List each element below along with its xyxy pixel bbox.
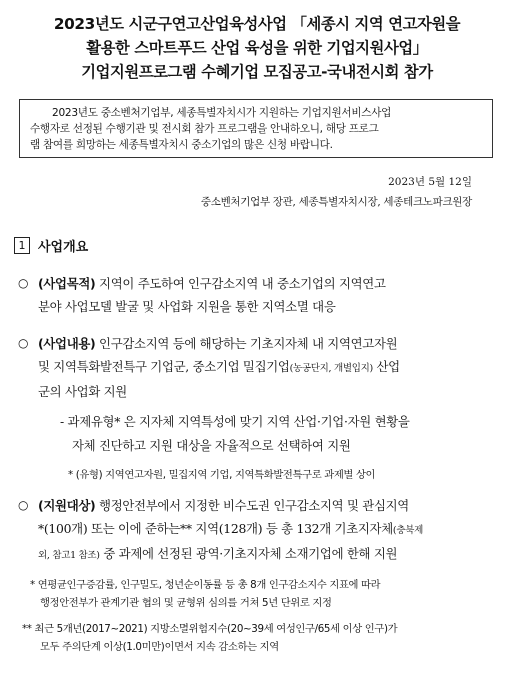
item-text: 인구감소지역 등에 해당하는 기초지자체 내 지역연고자원 bbox=[95, 336, 398, 351]
note-project-type: * (유형) 지역연고자원, 밀집지역 기업, 지역특화발전특구로 과제별 상이 bbox=[68, 469, 376, 481]
list-item-target bbox=[18, 494, 498, 567]
item-text: 및 지역특화발전특구 기업군, 중소기업 밀집기업 bbox=[38, 359, 290, 374]
title-line-1: 2023년도 시군구연고산업육성사업 「세종시 지역 연고자원을 bbox=[53, 15, 461, 33]
sub-item-project-type bbox=[60, 410, 500, 458]
item-small-text: (농공단지, 개별입지) bbox=[289, 363, 373, 374]
item-text: 분야 사업모델 발굴 및 사업화 지원을 통한 지역소멸 대응 bbox=[38, 299, 336, 314]
intro-line-1: 2023년도 중소벤처기업부, 세종특별자치시가 지원하는 기업지원서비스사업 bbox=[52, 107, 392, 119]
item-text: 지역이 주도하여 인구감소지역 내 중소기업의 지역연고 bbox=[95, 276, 386, 291]
bullet-circle-icon: ○ bbox=[18, 336, 29, 350]
item-text: 행정안전부에서 지정한 비수도권 인구감소지역 및 관심지역 bbox=[95, 498, 409, 513]
announcement-title bbox=[8, 12, 506, 84]
footnote-2 bbox=[22, 620, 397, 656]
title-line-3: 기업지원프로그램 수혜기업 모집공고-국내전시회 참가 bbox=[81, 63, 433, 81]
item-text: 군의 사업화 지원 bbox=[38, 384, 127, 399]
footnote-1 bbox=[30, 576, 380, 612]
bullet-circle-icon: ○ bbox=[18, 276, 29, 290]
item-keyword: (사업내용) bbox=[38, 336, 96, 351]
intro-line-2: 수행자로 선정된 수행기관 및 전시회 참가 프로그램을 안내하오니, 해당 프로그 bbox=[30, 123, 379, 135]
announcement-signer: 중소벤처기업부 장관, 세종특별자치시장, 세종테크노파크원장 bbox=[200, 196, 472, 208]
footnote-2-line-2: 모두 주의단계 이상(1.0미만)이면서 지속 감소하는 지역 bbox=[40, 641, 279, 653]
item-keyword: (지원대상) bbox=[38, 498, 96, 513]
title-line-2: 활용한 스마트푸드 산업 육성을 위한 기업지원사업」 bbox=[86, 39, 428, 57]
item-small-text: 외, 참고1 참조) bbox=[38, 550, 100, 561]
footnote-2-line-1: ** 최근 5개년(2017~2021) 지방소멸위험지수(20~39세 여성인구/65세 이상 인구)가 bbox=[22, 623, 398, 635]
intro-box bbox=[19, 99, 493, 158]
footnote-1-line-2: 행정안전부가 관계기관 협의 및 균형위 심의를 거쳐 5년 단위로 지정 bbox=[40, 597, 332, 609]
list-item-purpose bbox=[18, 272, 498, 318]
section-heading bbox=[14, 236, 88, 255]
announcement-date: 2023년 5월 12일 bbox=[388, 176, 472, 188]
item-small-text: (충북제 bbox=[392, 525, 423, 536]
item-text: 중 과제에 선정된 광역·기초지자체 소재기업에 한해 지원 bbox=[99, 546, 398, 561]
intro-line-3: 램 참여를 희망하는 세종특별자치시 중소기업의 많은 신청 바랍니다. bbox=[30, 139, 333, 151]
sub-item-text: - 과제유형* 은 지자체 지역특성에 맞기 지역 산업·기업·자원 현황을 bbox=[60, 414, 410, 429]
bullet-circle-icon: ○ bbox=[18, 498, 29, 512]
list-item-content bbox=[18, 332, 498, 403]
sub-item-text: 자체 진단하고 지원 대상을 자율적으로 선택하여 지원 bbox=[72, 438, 351, 453]
section-title: 사업개요 bbox=[38, 240, 89, 255]
item-text: *(100개) 또는 이에 준하는** 지역(128개) 등 총 132개 기초지자체 bbox=[38, 521, 393, 536]
item-text: 산업 bbox=[372, 359, 400, 374]
footnote-1-line-1: * 연평균인구증감률, 인구밀도, 청년순이동률 등 총 8개 인구감소지수 지표에 따라 bbox=[30, 579, 381, 591]
section-number-box: 1 bbox=[14, 237, 30, 254]
item-keyword: (사업목적) bbox=[38, 276, 96, 291]
